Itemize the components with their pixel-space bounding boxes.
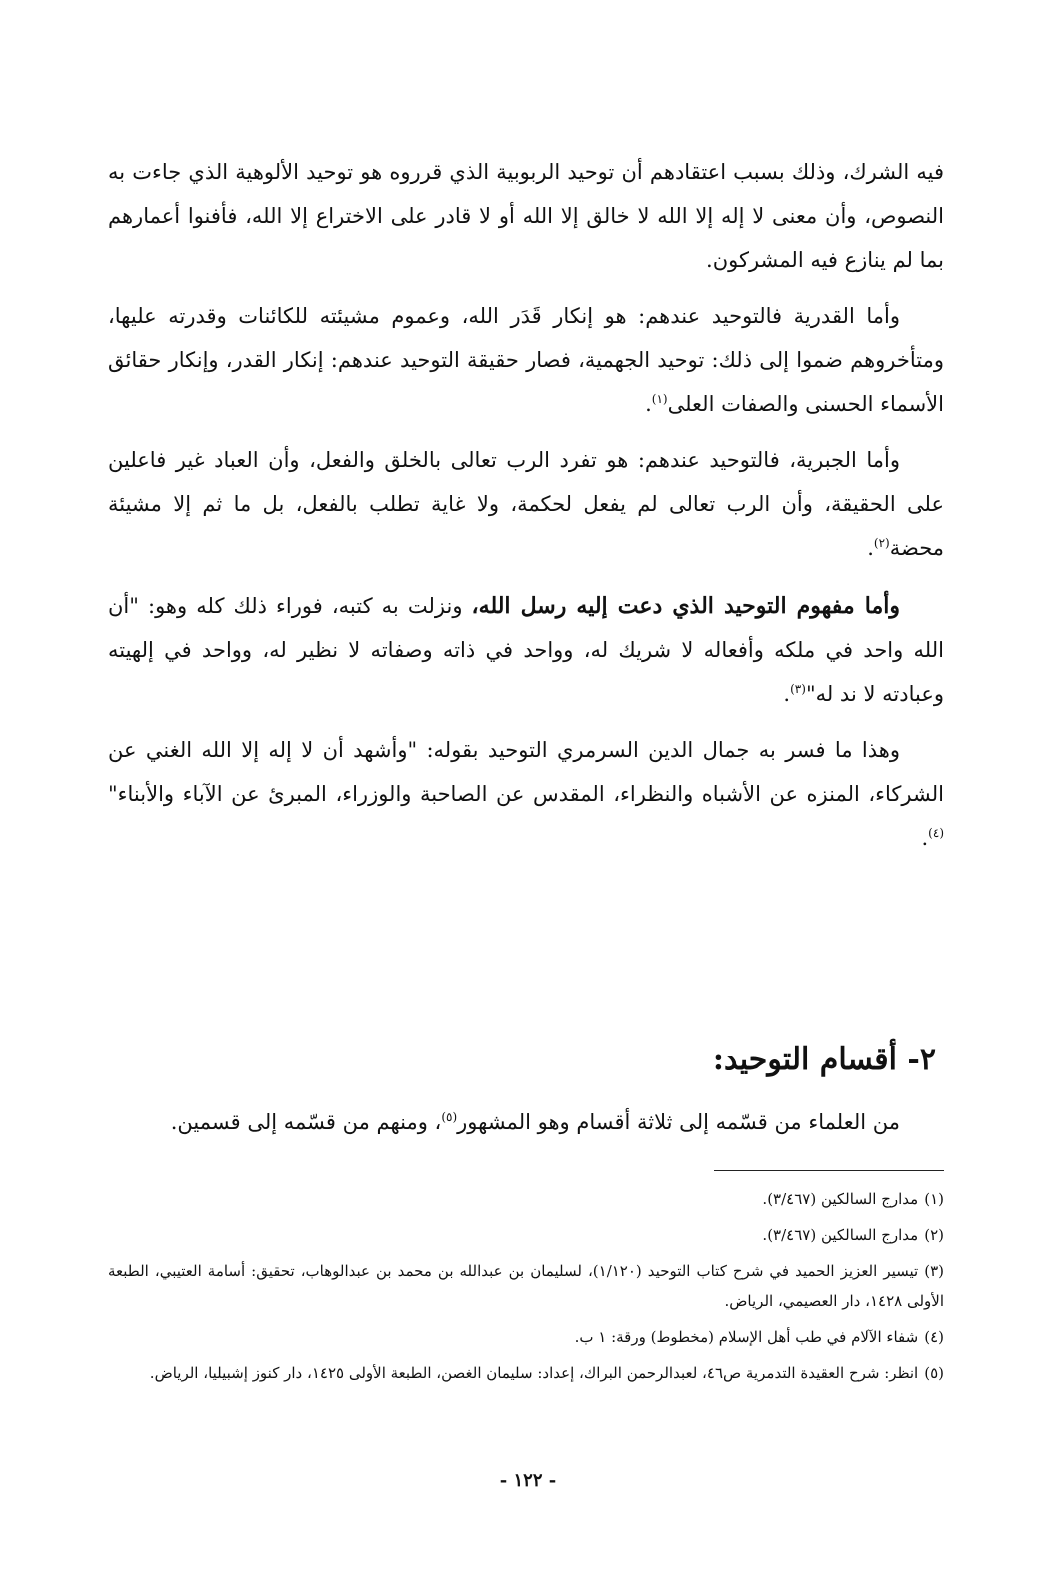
- footnote-text: مدارج السالكين (٣/٤٦٧).: [762, 1226, 919, 1244]
- paragraph-5-end: .: [921, 826, 929, 850]
- paragraph-4-end: .: [783, 682, 791, 706]
- footnote-text: شفاء الآلام في طب أهل الإسلام (مخطوط) ورقة: ١ ب.: [574, 1328, 919, 1346]
- paragraph-2: [108, 294, 944, 426]
- paragraph-5: [108, 728, 944, 860]
- footnote-item: [108, 1256, 944, 1316]
- section-intro-text: من العلماء من قسّمه إلى ثلاثة أقسام وهو المشهور: [457, 1110, 900, 1134]
- footnote-number: (٤): [924, 1328, 944, 1346]
- footnote-item: [108, 1358, 944, 1388]
- section-intro: [108, 1102, 944, 1142]
- paragraph-3-end: .: [867, 536, 874, 560]
- paragraph-3: [108, 438, 944, 570]
- paragraph-1-text: فيه الشرك، وذلك بسبب اعتقادهم أن توحيد الربوبية الذي قرروه هو توحيد الألوهية الذي جاءت به النصوص، وأن معنى لا إله إلا الله لا خالق إلا الله أو لا قادر على الاختراع إلا الله، فأفنوا أعمارهم بما لم ينازع فيه المشركون.: [108, 160, 944, 272]
- footnote-ref-1[interactable]: (١): [651, 392, 668, 406]
- footnote-ref-2[interactable]: (٢): [873, 536, 890, 550]
- paragraph-3-text: وأما الجبرية، فالتوحيد عندهم: هو تفرد الرب تعالى بالخلق والفعل، وأن العباد غير فاعلين على الحقيقة، وأن الرب تعالى لم يفعل لحكمة، ولا غاية تطلب بالفعل، بل ما ثم إلا مشيئة محضة: [108, 448, 944, 560]
- footnote-item: [108, 1322, 944, 1352]
- paragraph-4-text: ونزلت به كتبه، فوراء ذلك كله وهو: "أن الله واحد في ملكه وأفعاله لا شريك له، وواحد في ذاته وصفاته لا نظير له، وواحد في إلهيته وعبادته لا ند له": [108, 594, 944, 706]
- paragraph-5-text: وهذا ما فسر به جمال الدين السرمري التوحيد بقوله: "وأشهد أن لا إله إلا الله الغني عن الشركاء، المنزه عن الأشباه والنظراء، المقدس عن الصاحبة والوزراء، المبرئ عن الآباء والأبناء": [108, 738, 944, 806]
- footnotes-list: [108, 1184, 944, 1394]
- paragraph-4-bold-lead: وأما مفهوم التوحيد الذي دعت إليه رسل الله،: [471, 593, 900, 619]
- footnote-ref-3[interactable]: (٣): [790, 682, 806, 696]
- page-number: - ١٢٢ -: [499, 1470, 557, 1491]
- footnote-number: (٣): [924, 1262, 944, 1280]
- footnote-text: انظر: شرح العقيدة التدمرية ص٤٦، لعبدالرحمن البراك، إعداد: سليمان الغصن، الطبعة الأولى ١٤٢٥، دار كنوز إشبيليا، الرياض.: [149, 1364, 919, 1382]
- footnote-number: (٥): [924, 1364, 944, 1382]
- footnote-item: [108, 1184, 944, 1214]
- footnote-item: [108, 1220, 944, 1250]
- section-intro-rest: ، ومنهم من قسّمه إلى قسمين.: [170, 1110, 442, 1134]
- main-text: [108, 150, 944, 872]
- paragraph-2-text: وأما القدرية فالتوحيد عندهم: هو إنكار قَدَر الله، وعموم مشيئته للكائنات وقدرته عليها، ومتأخروهم ضموا إلى ذلك: توحيد الجهمية، فصار حقيقة التوحيد عندهم: إنكار القدر، وإنكار حقائق الأسماء الحسنى والصفات العلى: [108, 304, 944, 416]
- paragraph-4: [108, 584, 944, 716]
- footnote-ref-4[interactable]: (٤): [928, 826, 944, 840]
- paragraph-2-end: .: [645, 392, 652, 416]
- footnote-divider: [714, 1170, 944, 1171]
- section-heading: ٢- أقسام التوحيد:: [712, 1042, 936, 1077]
- footnote-number: (١): [924, 1190, 944, 1208]
- footnote-text: مدارج السالكين (٣/٤٦٧).: [762, 1190, 919, 1208]
- footnote-text: تيسير العزيز الحميد في شرح كتاب التوحيد (١/١٢٠)، لسليمان بن عبدالله بن محمد بن عبدالوهاب، تحقيق: أسامة العتيبي، الطبعة الأولى ١٤٢٨، دار العصيمي، الرياض.: [108, 1262, 944, 1310]
- footnote-ref-5[interactable]: (٥): [441, 1110, 458, 1124]
- paragraph-1: [108, 150, 944, 282]
- footnote-number: (٢): [924, 1226, 944, 1244]
